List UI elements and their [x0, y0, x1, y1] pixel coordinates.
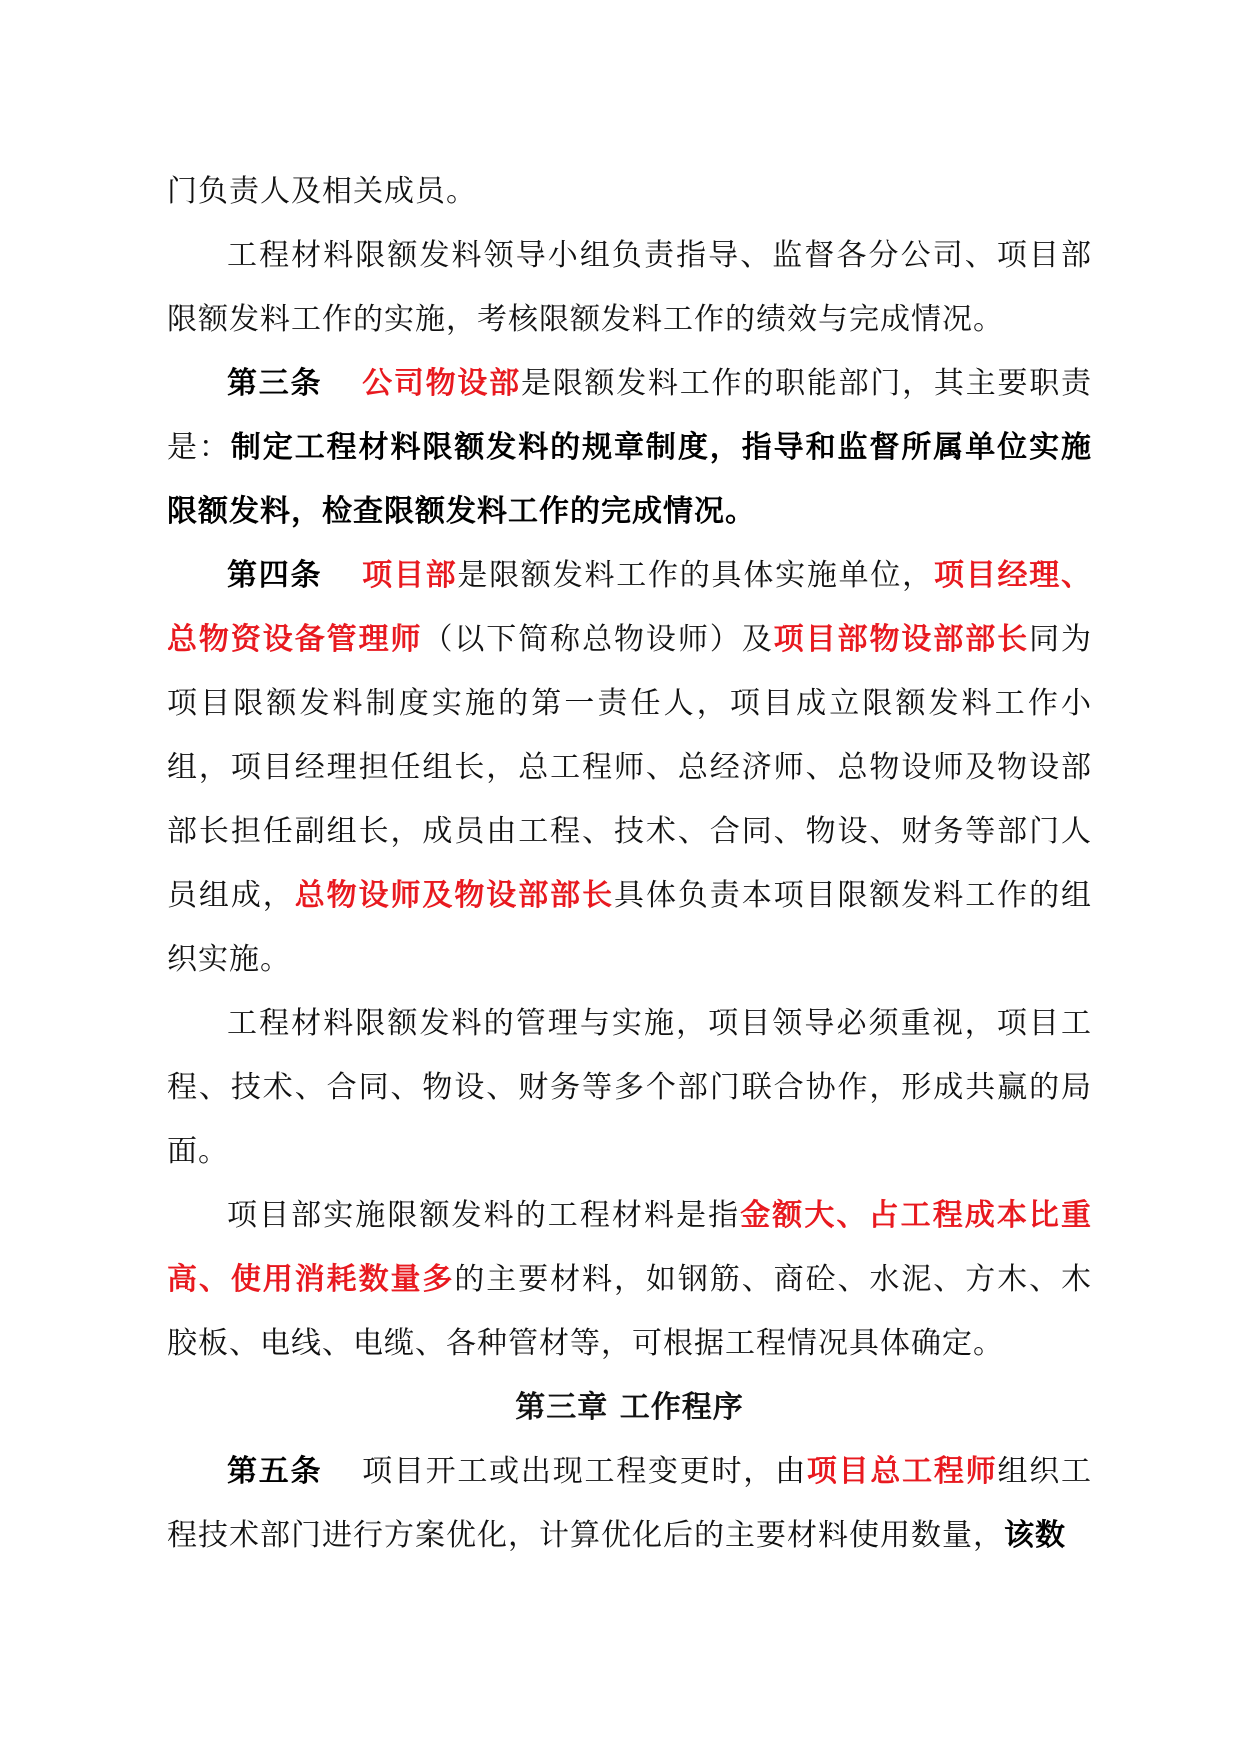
article-5-bold-1: 该数: [1004, 1518, 1066, 1553]
article-4-text-3: 同为项目限额发料制度实施的第一责任人，项目成立限额发料工作小组，项目经理担任组长，总工程师、总经济师、总物设师及物设部部长担任副组长，成员由工程、技术、合同、物设、财务等部门人员组成，: [167, 622, 1093, 913]
article-5-text-1: 项目开工或出现工程变更时，由: [361, 1454, 807, 1489]
article-4-highlight-2: 项目经理、总物资设备管理师: [167, 558, 1093, 657]
paragraph-leading-group: 工程材料限额发料领导小组负责指导、监督各分公司、项目部限额发料工作的实施，考核限额发料工作的绩效与完成情况。: [167, 238, 1092, 337]
article-4: [167, 544, 1092, 992]
article-5: [167, 1440, 1092, 1568]
paragraph-materials: [167, 1184, 1092, 1376]
chapter-heading: 第三章 工作程序: [515, 1390, 744, 1425]
paragraph-management: 工程材料限额发料的管理与实施，项目领导必须重视，项目工程、技术、合同、物设、财务等多个部门联合协作，形成共赢的局面。: [167, 1006, 1092, 1169]
article-3-highlight-1: 公司物设部: [361, 366, 521, 401]
article-4-highlight-4: 总物设师及物设部部长: [294, 878, 615, 913]
document-page: [167, 160, 1092, 1568]
article-3: [167, 352, 1092, 544]
article-4-text-4: 具体负责本项目限额发料工作的组织实施。: [167, 878, 1093, 977]
article-4-highlight-1: 项目部: [361, 558, 458, 593]
article-4-text-1: 是限额发料工作的具体实施单位，: [457, 558, 934, 593]
article-5-heading: 第五条: [227, 1454, 323, 1489]
materials-highlight-1: 金额大、占工程成本比重高、使用消耗数量多: [167, 1198, 1093, 1297]
article-5-text-2: 组织工程技术部门进行方案优化，计算优化后的主要材料使用数量，: [167, 1454, 1093, 1553]
article-3-heading: 第三条: [227, 366, 323, 401]
article-4-text-2: （以下简称总物设师）及: [422, 622, 774, 657]
article-4-highlight-3: 项目部物设部部长: [773, 622, 1030, 657]
article-3-bold-1: 制定工程材料限额发料的规章制度，指导和监督所属单位实施限额发料，检查限额发料工作的完成情况。: [167, 430, 1093, 529]
materials-text-2: 的主要材料，如钢筋、商砼、水泥、方木、木胶板、电线、电缆、各种管材等，可根据工程情况具体确定。: [167, 1262, 1093, 1361]
materials-text-1: 项目部实施限额发料的工程材料是指: [227, 1198, 741, 1233]
article-3-text-1: 是限额发料工作的职能部门，其主要职责是：: [167, 366, 1093, 465]
paragraph-continuation: 门负责人及相关成员。: [167, 174, 477, 209]
article-4-heading: 第四条: [227, 558, 323, 593]
article-5-highlight-1: 项目总工程师: [806, 1454, 998, 1489]
